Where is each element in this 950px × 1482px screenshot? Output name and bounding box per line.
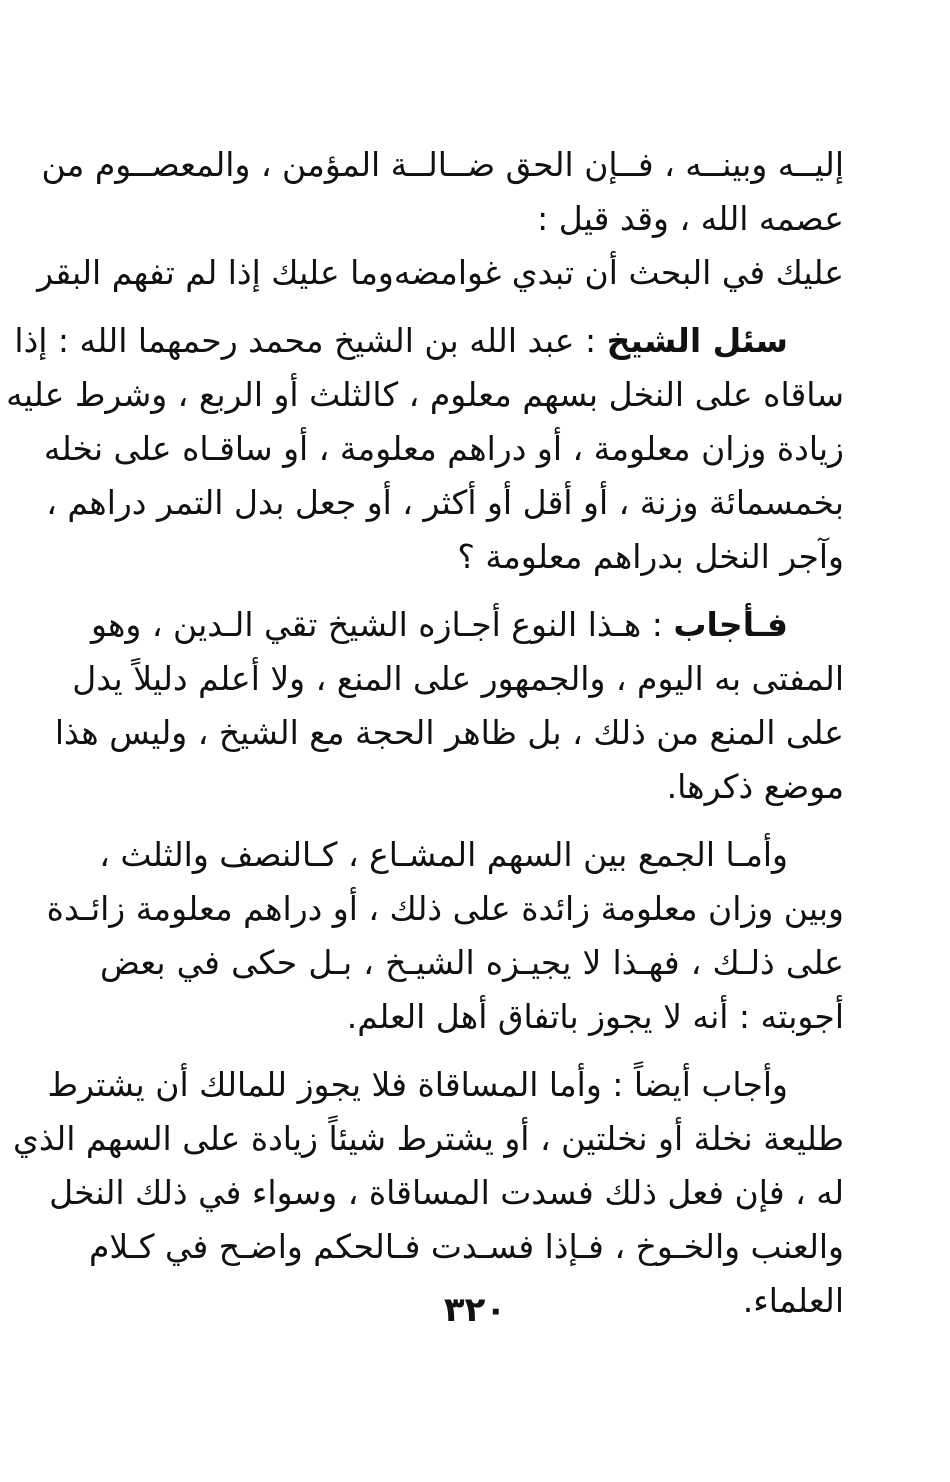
verse-second-hemistich: وما عليك إذا لم تفهم البقر (37, 253, 394, 292)
text-line (90, 598, 844, 652)
page-number: ٣٢٠ (443, 1290, 507, 1330)
paragraph-gap (100, 1044, 844, 1058)
paragraph-gap (100, 300, 844, 314)
text-line: موضع ذكرها. (666, 767, 844, 806)
text-line: زيادة وزان معلومة ، أو دراهم معلومة ، أو ساقـاه على نخله (43, 429, 844, 468)
text-line: عصمه الله ، وقد قيل : (537, 199, 844, 238)
text-line: المفتى به اليوم ، والجمهور على المنع ، ولا أعلم دليلاً يدل (72, 659, 844, 698)
text-line (14, 314, 844, 368)
text-line: وبين وزان معلومة زائدة على ذلك ، أو دراهم معلومة زائـدة (46, 889, 844, 928)
text-line: على ذلـك ، فهـذا لا يجيـزه الشيـخ ، بـل حكى في بعض (100, 943, 844, 982)
text-line: بخمسمائة وزنة ، أو أقل أو أكثر ، أو جعل بدل التمر دراهم ، (46, 483, 844, 522)
answer-lead: فـأجاب (673, 605, 788, 644)
paragraph-gap (100, 814, 844, 828)
paragraph-gap (100, 584, 844, 598)
question-lead: سئل الشيخ (606, 321, 788, 360)
verse-first-hemistich: عليك في البحث أن تبدي غوامضه (393, 253, 844, 292)
text-line: ساقاه على النخل بسهم معلوم ، كالثلث أو الربع ، وشرط عليه (6, 375, 844, 414)
text-line: إليــه وبينــه ، فــإن الحق ضــالــة المؤمن ، والمعصــوم من (41, 145, 844, 184)
text-line: له ، فإن فعل ذلك فسدت المساقاة ، وسواء في ذلك النخل (49, 1173, 844, 1212)
text-line: على المنع من ذلك ، بل ظاهر الحجة مع الشيخ ، وليس هذا (54, 713, 844, 752)
text-run: : هـذا النوع أجـازه الشيخ تقي الـدين ، وهو (90, 605, 674, 644)
text-line: وآجر النخل بدراهم معلومة ؟ (457, 537, 844, 576)
text-line: العلماء. (742, 1281, 844, 1320)
text-line: أجوبته : أنه لا يجوز باتفاق أهل العلم. (346, 997, 844, 1036)
text-line: وأمـا الجمع بين السهم المشـاع ، كـالنصف والثلث ، (99, 835, 788, 874)
page-body (6, 138, 844, 1328)
poetry-verse (37, 246, 844, 300)
text-line: والعنب والخـوخ ، فـإذا فسـدت فـالحكم واضـح في كـلام (88, 1227, 844, 1266)
text-line: طليعة نخلة أو نخلتين ، أو يشترط شيئاً زيادة على السهم الذي (13, 1119, 844, 1158)
text-run: : عبد الله بن الشيخ محمد رحمهما الله : إذا (14, 321, 607, 360)
text-line: وأجاب أيضاً : وأما المساقاة فلا يجوز للمالك أن يشترط (47, 1065, 788, 1104)
